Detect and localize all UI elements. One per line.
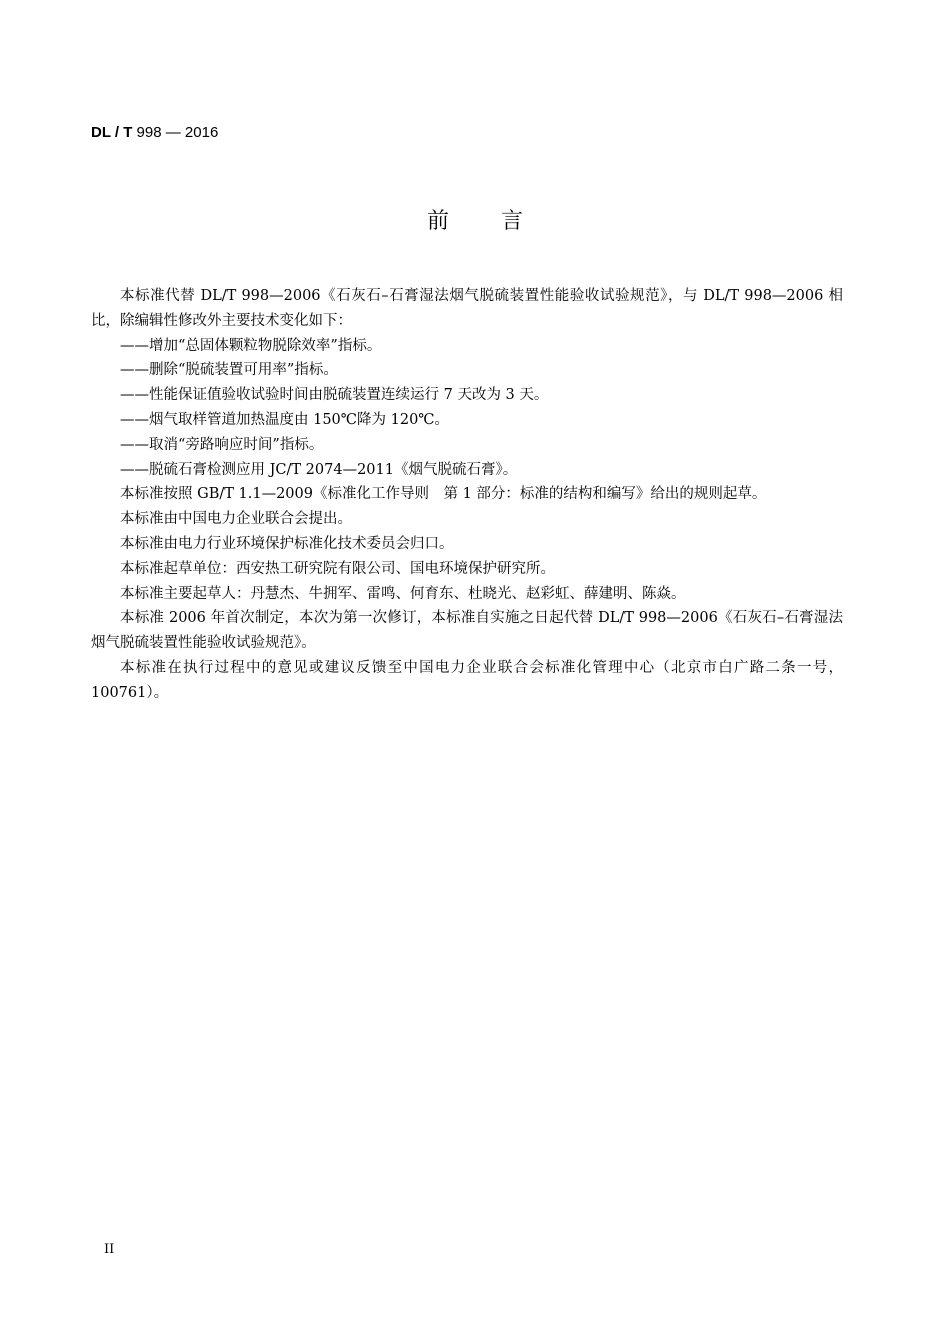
paragraph-intro: 本标准代替 DL/T 998—2006《石灰石–石膏湿法烟气脱硫装置性能验收试验规范》，与 DL/T 998—2006 相比，除编辑性修改外主要技术变化如下：	[91, 288, 843, 329]
change-item: ——性能保证值验收试验时间由脱硫装置连续运行 7 天改为 3 天。	[120, 387, 549, 404]
page-title: 前言	[426, 209, 575, 234]
document-code-prefix: DL / T	[91, 124, 133, 141]
change-item: ——删除“脱硫装置可用率”指标。	[120, 362, 338, 379]
page-number: II	[104, 1242, 115, 1257]
change-item: ——增加“总固体颗粒物脱除效率”指标。	[120, 337, 382, 354]
change-item: ——脱硫石膏检测应用 JC/T 2074—2011《烟气脱硫石膏》。	[120, 461, 518, 478]
foreword-body	[91, 284, 843, 706]
paragraph-history: 本标准 2006 年首次制定，本次为第一次修订，本标准自实施之日起代替 DL/T 998—2006《石灰石–石膏湿法烟气脱硫装置性能验收试验规范》。	[91, 610, 843, 652]
paragraph-drafters: 本标准主要起草人：丹慧杰、牛拥军、雷鸣、何育东、杜晓光、赵彩虹、薛建明、陈焱。	[120, 585, 686, 602]
paragraph-committee: 本标准由电力行业环境保护标准化技术委员会归口。	[120, 535, 454, 552]
paragraph-drafting-units: 本标准起草单位：西安热工研究院有限公司、国电环境保护研究所。	[120, 560, 555, 577]
change-item: ——取消“旁路响应时间”指标。	[120, 436, 324, 453]
document-code-number: 998 — 2016	[132, 124, 219, 141]
paragraph-drafting-rules: 本标准按照 GB/T 1.1—2009《标准化工作导则 第 1 部分：标准的结构和编写》给出的规则起草。	[120, 486, 767, 503]
change-item: ——烟气取样管道加热温度由 150℃降为 120℃。	[120, 411, 450, 428]
paragraph-proposer: 本标准由中国电力企业联合会提出。	[120, 511, 352, 528]
paragraph-feedback: 本标准在执行过程中的意见或建议反馈至中国电力企业联合会标准化管理中心（北京市白广路二条一号，100761）。	[91, 659, 843, 701]
document-code	[91, 124, 218, 141]
